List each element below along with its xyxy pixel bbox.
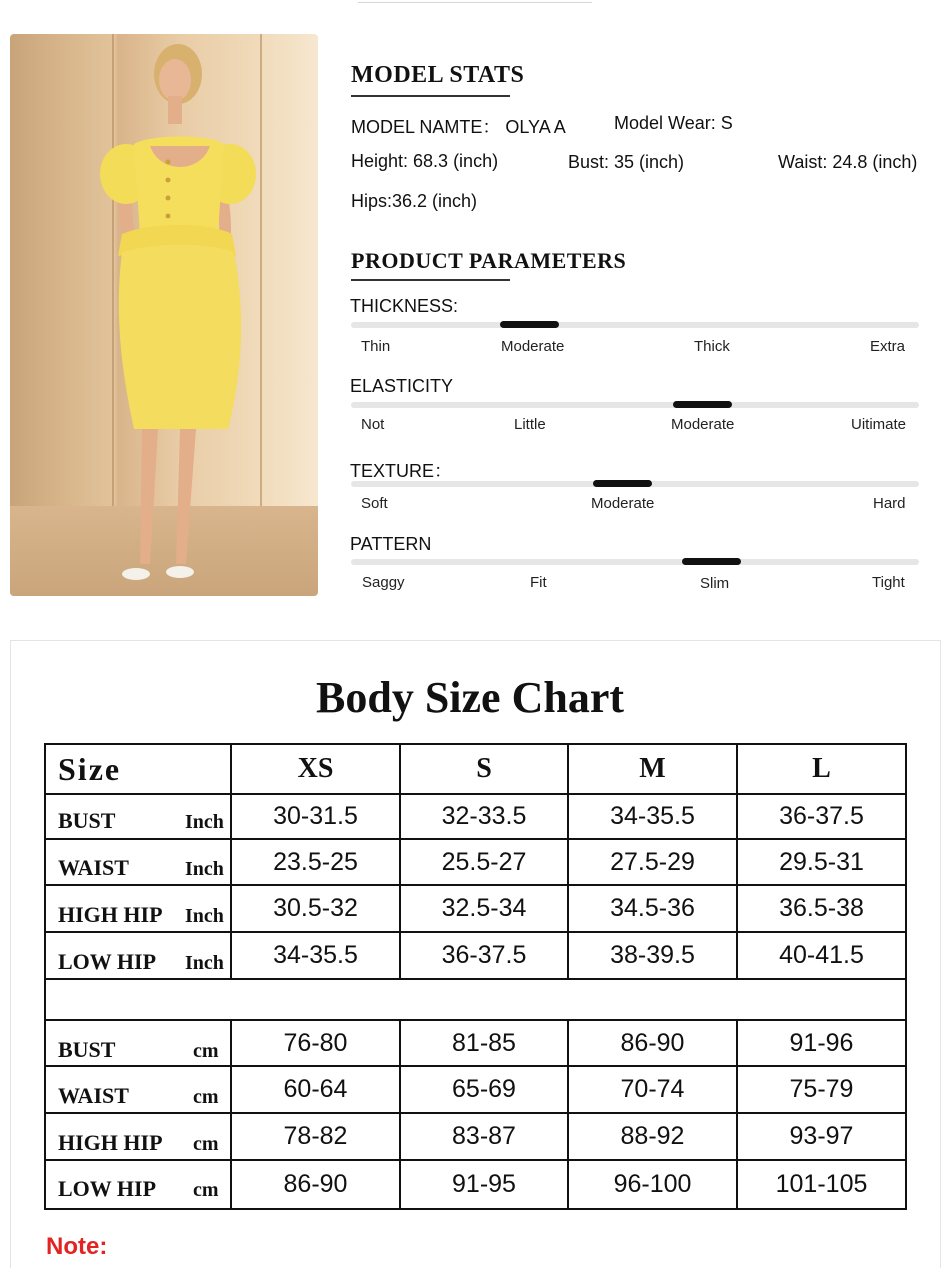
model-height: Height: 68.3 (inch)	[351, 151, 499, 171]
size-header: Size	[58, 751, 122, 787]
model-figure-illustration	[10, 34, 318, 596]
table-cell: 101-105	[775, 1170, 868, 1198]
row-unit: Inch	[185, 858, 224, 880]
row-label: WAIST	[58, 1083, 129, 1108]
table-cell: 91-95	[452, 1170, 516, 1198]
size-s-header: S	[476, 753, 492, 784]
table-cell: 27.5-29	[610, 847, 695, 876]
elasticity-tick: Uitimate	[851, 416, 907, 433]
texture-scale	[351, 481, 919, 487]
table-cell: 30-31.5	[273, 802, 358, 830]
table-cell: 36-37.5	[441, 941, 527, 969]
table-cell: 65-69	[452, 1075, 516, 1103]
product-photo	[10, 34, 318, 596]
table-cell: 91-96	[789, 1028, 854, 1057]
row-label: LOW HIP	[58, 949, 157, 974]
table-cell: 81-85	[452, 1028, 516, 1057]
thickness-tick: Thin	[361, 338, 391, 355]
table-cell: 32-33.5	[441, 802, 527, 830]
pattern-scale	[351, 559, 919, 565]
row-unit: Inch	[185, 905, 224, 927]
table-cell: 93-97	[789, 1122, 854, 1150]
row-label: WAIST	[58, 855, 129, 880]
elasticity-scale	[351, 402, 919, 408]
thickness-tick: Extra	[870, 338, 906, 355]
row-label: HIGH HIP	[58, 902, 163, 927]
model-name: MODEL NAMTE： OLYA A	[351, 117, 566, 137]
texture-tick: Moderate	[591, 495, 655, 512]
model-stats-title: MODEL STATS	[351, 62, 525, 88]
thickness-label: THICKNESS:	[350, 296, 459, 316]
table-cell: 36-37.5	[779, 802, 864, 830]
note-label: Note:	[46, 1233, 108, 1260]
elasticity-tick: Moderate	[671, 416, 735, 433]
pattern-tick: Fit	[530, 574, 547, 591]
table-cell: 36.5-38	[779, 894, 864, 922]
table-cell: 40-41.5	[779, 941, 864, 969]
model-stats-underline	[351, 95, 510, 97]
row-unit: cm	[193, 1179, 219, 1201]
model-bust: Bust: 35 (inch)	[568, 152, 685, 172]
table-cell: 83-87	[452, 1122, 516, 1150]
thickness-scale	[351, 322, 919, 328]
pattern-tick: Tight	[872, 574, 905, 591]
model-wear: Model Wear: S	[614, 113, 733, 133]
thickness-tick: Moderate	[501, 338, 565, 355]
table-cell: 23.5-25	[273, 847, 358, 876]
texture-tick: Soft	[361, 495, 388, 512]
texture-tick: Hard	[873, 495, 906, 512]
size-l-header: L	[812, 753, 831, 784]
elasticity-indicator	[673, 401, 732, 408]
table-cell: 30.5-32	[273, 894, 358, 922]
texture-indicator	[593, 480, 652, 487]
model-waist: Waist: 24.8 (inch)	[778, 152, 918, 172]
product-parameters-underline	[351, 279, 510, 281]
model-hips: Hips:36.2 (inch)	[351, 191, 478, 211]
table-cell: 34.5-36	[610, 894, 695, 922]
table-cell: 38-39.5	[610, 941, 695, 969]
table-cell: 78-82	[283, 1122, 348, 1150]
product-parameters-title: PRODUCT PARAMETERS	[351, 248, 627, 273]
table-cell: 88-92	[620, 1122, 685, 1150]
pattern-label: PATTERN	[350, 534, 432, 554]
row-unit: Inch	[185, 811, 224, 833]
thickness-indicator	[500, 321, 559, 328]
size-chart-table	[44, 743, 907, 1210]
pattern-indicator	[682, 558, 741, 565]
texture-label: TEXTURE：	[350, 461, 453, 481]
table-cell: 34-35.5	[273, 941, 358, 969]
table-cell: 25.5-27	[441, 847, 527, 876]
pattern-tick: Slim	[700, 575, 730, 592]
row-unit: Inch	[185, 952, 224, 974]
table-cell: 70-74	[620, 1075, 685, 1103]
size-chart-title: Body Size Chart	[316, 673, 624, 722]
elasticity-tick: Little	[514, 416, 546, 433]
table-cell: 60-64	[283, 1075, 348, 1103]
row-label: LOW HIP	[58, 1176, 157, 1201]
row-unit: cm	[193, 1040, 219, 1062]
row-unit: cm	[193, 1133, 219, 1155]
table-cell: 29.5-31	[779, 847, 864, 876]
table-cell: 86-90	[283, 1170, 348, 1198]
table-cell: 32.5-34	[441, 894, 527, 922]
top-divider	[358, 2, 592, 3]
row-label: BUST	[58, 808, 116, 833]
table-cell: 76-80	[283, 1028, 348, 1057]
table-cell: 86-90	[620, 1028, 685, 1057]
table-cell: 96-100	[613, 1170, 692, 1198]
size-m-header: M	[639, 753, 666, 784]
row-label: BUST	[58, 1037, 116, 1062]
table-cell: 75-79	[789, 1075, 854, 1103]
elasticity-label: ELASTICITY	[350, 376, 454, 396]
thickness-tick: Thick	[694, 338, 730, 355]
size-xs-header: XS	[297, 753, 334, 784]
pattern-tick: Saggy	[362, 574, 405, 591]
table-cell: 34-35.5	[610, 802, 695, 830]
row-unit: cm	[193, 1086, 219, 1108]
elasticity-tick: Not	[361, 416, 385, 433]
row-label: HIGH HIP	[58, 1130, 163, 1155]
